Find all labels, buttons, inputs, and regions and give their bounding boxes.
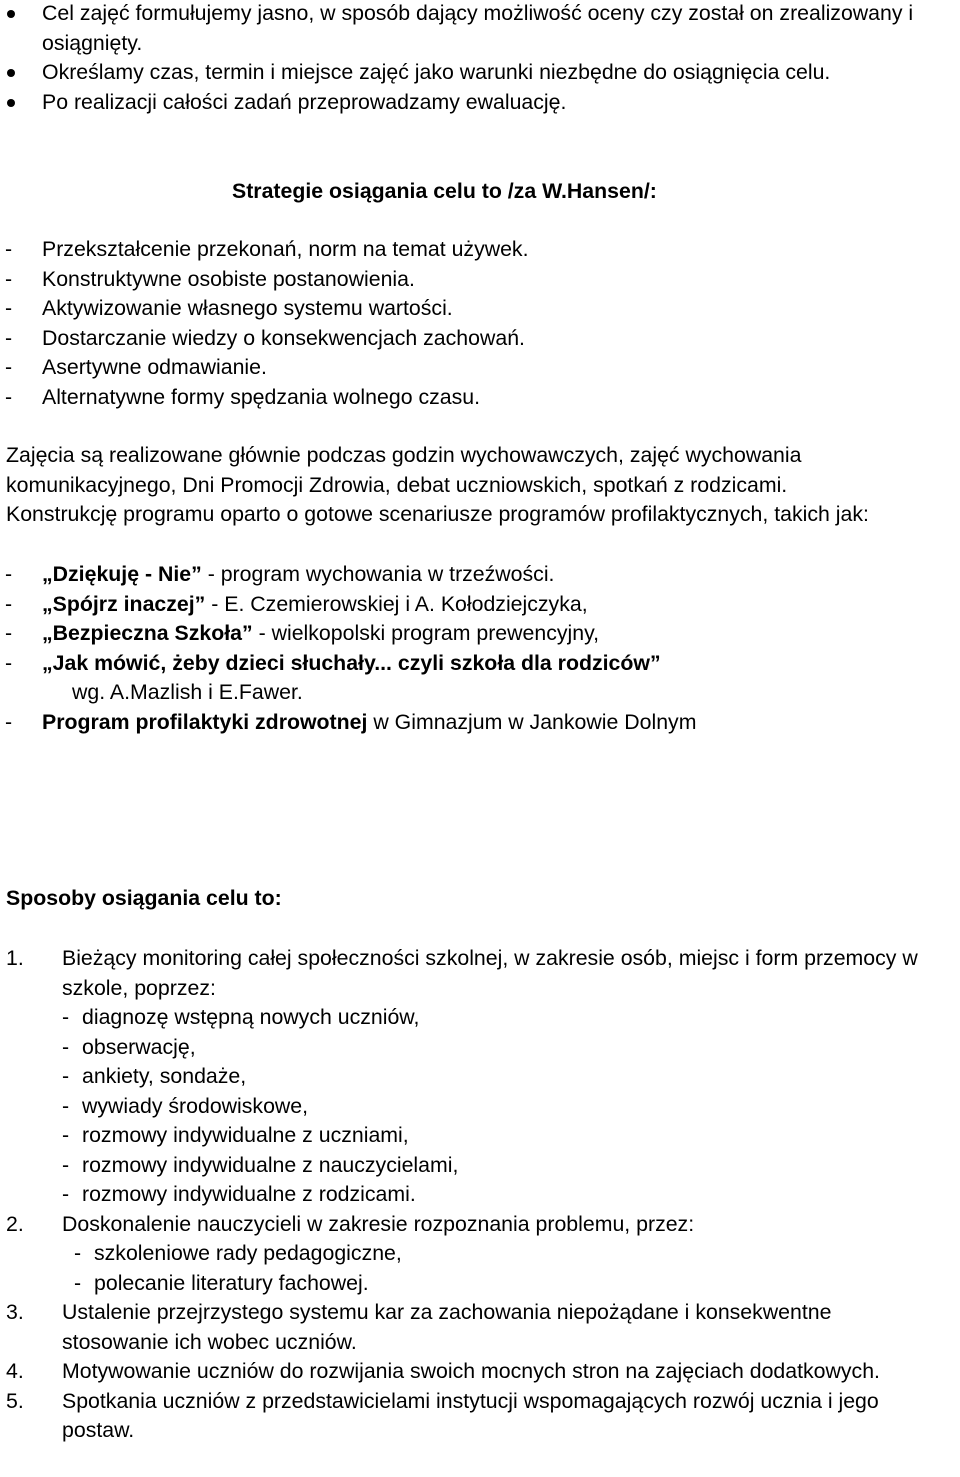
paragraph-text: Konstrukcję programu oparto o gotowe scenariusze programów profilaktycznych, takich jak: (6, 502, 869, 526)
item-number: 4. (6, 1359, 24, 1383)
program-paragraph (0, 441, 960, 530)
item-text: Spotkania uczniów z przedstawicielami instytucji wspomagających rozwój ucznia i jego postaw. (62, 1388, 879, 1442)
sub-item-text: szkoleniowe rady pedagogiczne, (94, 1241, 402, 1265)
numbered-item (0, 1357, 960, 1387)
dash-marker: - (5, 355, 13, 379)
sub-item (62, 1239, 940, 1269)
program-desc: w Gimnazjum w Jankowie Dolnym (367, 709, 697, 734)
item-text: Bieżący monitoring całej społeczności szkolnej, w zakresie osób, miejsc i form przemocy w szkole, poprzez: (62, 946, 918, 1000)
bullet-icon (7, 99, 15, 107)
program-desc: - program wychowania w trzeźwości. (201, 562, 555, 586)
dash-marker: - (62, 1005, 70, 1029)
sub-item (62, 1121, 940, 1151)
dash-marker: - (5, 709, 13, 734)
sub-item-text: rozmowy indywidualne z rodzicami. (82, 1182, 416, 1206)
sub-item-text: wywiady środowiskowe, (82, 1093, 309, 1118)
item-number: 1. (6, 946, 24, 970)
sub-item-text: diagnozę wstępną nowych uczniów, (82, 1005, 420, 1029)
program-name: „Bezpieczna Szkoła” (42, 621, 253, 645)
numbered-item (0, 1298, 960, 1357)
sub-item (62, 1033, 940, 1063)
numbered-item (0, 1210, 960, 1299)
sub-item (62, 1151, 940, 1181)
program-desc: - wielkopolski program prewencyjny, (252, 621, 600, 645)
dash-marker: - (5, 591, 13, 616)
program-item (0, 649, 960, 679)
dash-marker: - (5, 237, 13, 261)
sub-item-text: polecanie literatury fachowej. (94, 1270, 369, 1295)
item-number: 2. (6, 1211, 24, 1236)
sub-item (62, 1180, 940, 1210)
dash-marker: - (5, 296, 13, 320)
strategy-item (0, 324, 960, 354)
strategy-item (0, 353, 960, 383)
bullet-text: Cel zajęć formułujemy jasno, w sposób dający możliwość oceny czy został on zrealizowany i osiągnięty. (42, 1, 914, 55)
dash-marker: - (62, 1182, 70, 1206)
strategy-text: Asertywne odmawianie. (42, 355, 267, 379)
sub-item-text: rozmowy indywidualne z nauczycielami, (82, 1152, 459, 1177)
dash-marker: - (62, 1034, 70, 1059)
program-desc: - E. Czemierowskiej i A. Kołodziejczyka, (205, 591, 588, 616)
ways-heading: Sposoby osiągania celu to: (6, 886, 282, 910)
program-name: Program profilaktyki zdrowotnej (42, 709, 368, 734)
program-name: „Dziękuję - Nie” (42, 562, 202, 586)
program-name: „Spójrz inaczej” (42, 591, 206, 616)
item-text: Doskonalenie nauczycieli w zakresie rozpoznania problemu, przez: (62, 1211, 695, 1236)
numbered-item (0, 944, 960, 1210)
strategies-heading: Strategie osiągania celu to /za W.Hansen/: (232, 179, 657, 203)
strategy-text: Dostarczanie wiedzy o konsekwencjach zachowań. (42, 325, 525, 350)
item-text: Motywowanie uczniów do rozwijania swoich mocnych stron na zajęciach dodatkowych. (62, 1359, 880, 1383)
dash-marker: - (62, 1093, 70, 1118)
dash-marker: - (5, 266, 13, 291)
item-text: Ustalenie przejrzystego systemu kar za zachowania niepożądane i konsekwentne stosowanie ich wobec uczniów. (62, 1300, 832, 1354)
program-item (0, 708, 960, 738)
strategy-item (0, 265, 960, 295)
program-name: „Jak mówić, żeby dzieci słuchały... czyli szkoła dla rodziców” (42, 650, 661, 675)
strategy-text: Alternatywne formy spędzania wolnego czasu. (42, 384, 481, 409)
sub-item-text: ankiety, sondaże, (82, 1064, 247, 1088)
strategy-text: Konstruktywne osobiste postanowienia. (42, 266, 415, 291)
program-item (0, 619, 960, 649)
item-number: 3. (6, 1300, 24, 1324)
sub-item (62, 1269, 940, 1299)
strategy-item (0, 235, 960, 265)
bullet-item (0, 0, 960, 58)
dash-marker: - (5, 650, 13, 675)
strategy-text: Aktywizowanie własnego systemu wartości. (42, 296, 453, 320)
dash-marker: - (74, 1241, 82, 1265)
paragraph-text: Zajęcia są realizowane głównie podczas godzin wychowawczych, zajęć wychowania komunikacyjnego, Dni Promocji Zdrowia, debat uczniowskich, spotkań z rodzicami. (6, 443, 802, 497)
program-item (0, 590, 960, 620)
bullet-text: Określamy czas, termin i miejsce zajęć jako warunki niezbędne do osiągnięcia celu. (42, 60, 831, 84)
dash-marker: - (62, 1123, 70, 1147)
program-author: wg. A.Mazlish i E.Fawer. (72, 680, 303, 704)
dash-marker: - (74, 1270, 82, 1295)
program-list (0, 560, 960, 737)
bullet-icon (7, 69, 15, 77)
numbered-item (0, 1387, 960, 1446)
strategies-list (0, 235, 960, 412)
bullet-icon (7, 10, 15, 18)
sub-item-text: rozmowy indywidualne z uczniami, (82, 1123, 409, 1147)
dash-marker: - (5, 384, 13, 409)
dash-marker: - (62, 1152, 70, 1177)
sub-item (62, 1003, 940, 1033)
program-item (0, 560, 960, 590)
ways-numbered-list (0, 944, 960, 1446)
dash-marker: - (5, 325, 13, 350)
bullet-item (0, 88, 960, 118)
goal-bullet-list (0, 0, 960, 117)
sub-item (62, 1092, 940, 1122)
strategy-text: Przekształcenie przekonań, norm na temat używek. (42, 237, 529, 261)
strategy-item (0, 294, 960, 324)
dash-marker: - (5, 562, 13, 586)
bullet-item (0, 58, 960, 88)
strategy-item (0, 383, 960, 413)
dash-marker: - (5, 621, 13, 645)
bullet-text: Po realizacji całości zadań przeprowadzamy ewaluację. (42, 89, 567, 114)
sub-item-text: obserwację, (82, 1034, 196, 1059)
sub-item (62, 1062, 940, 1092)
item-number: 5. (6, 1388, 24, 1413)
dash-marker: - (62, 1064, 70, 1088)
